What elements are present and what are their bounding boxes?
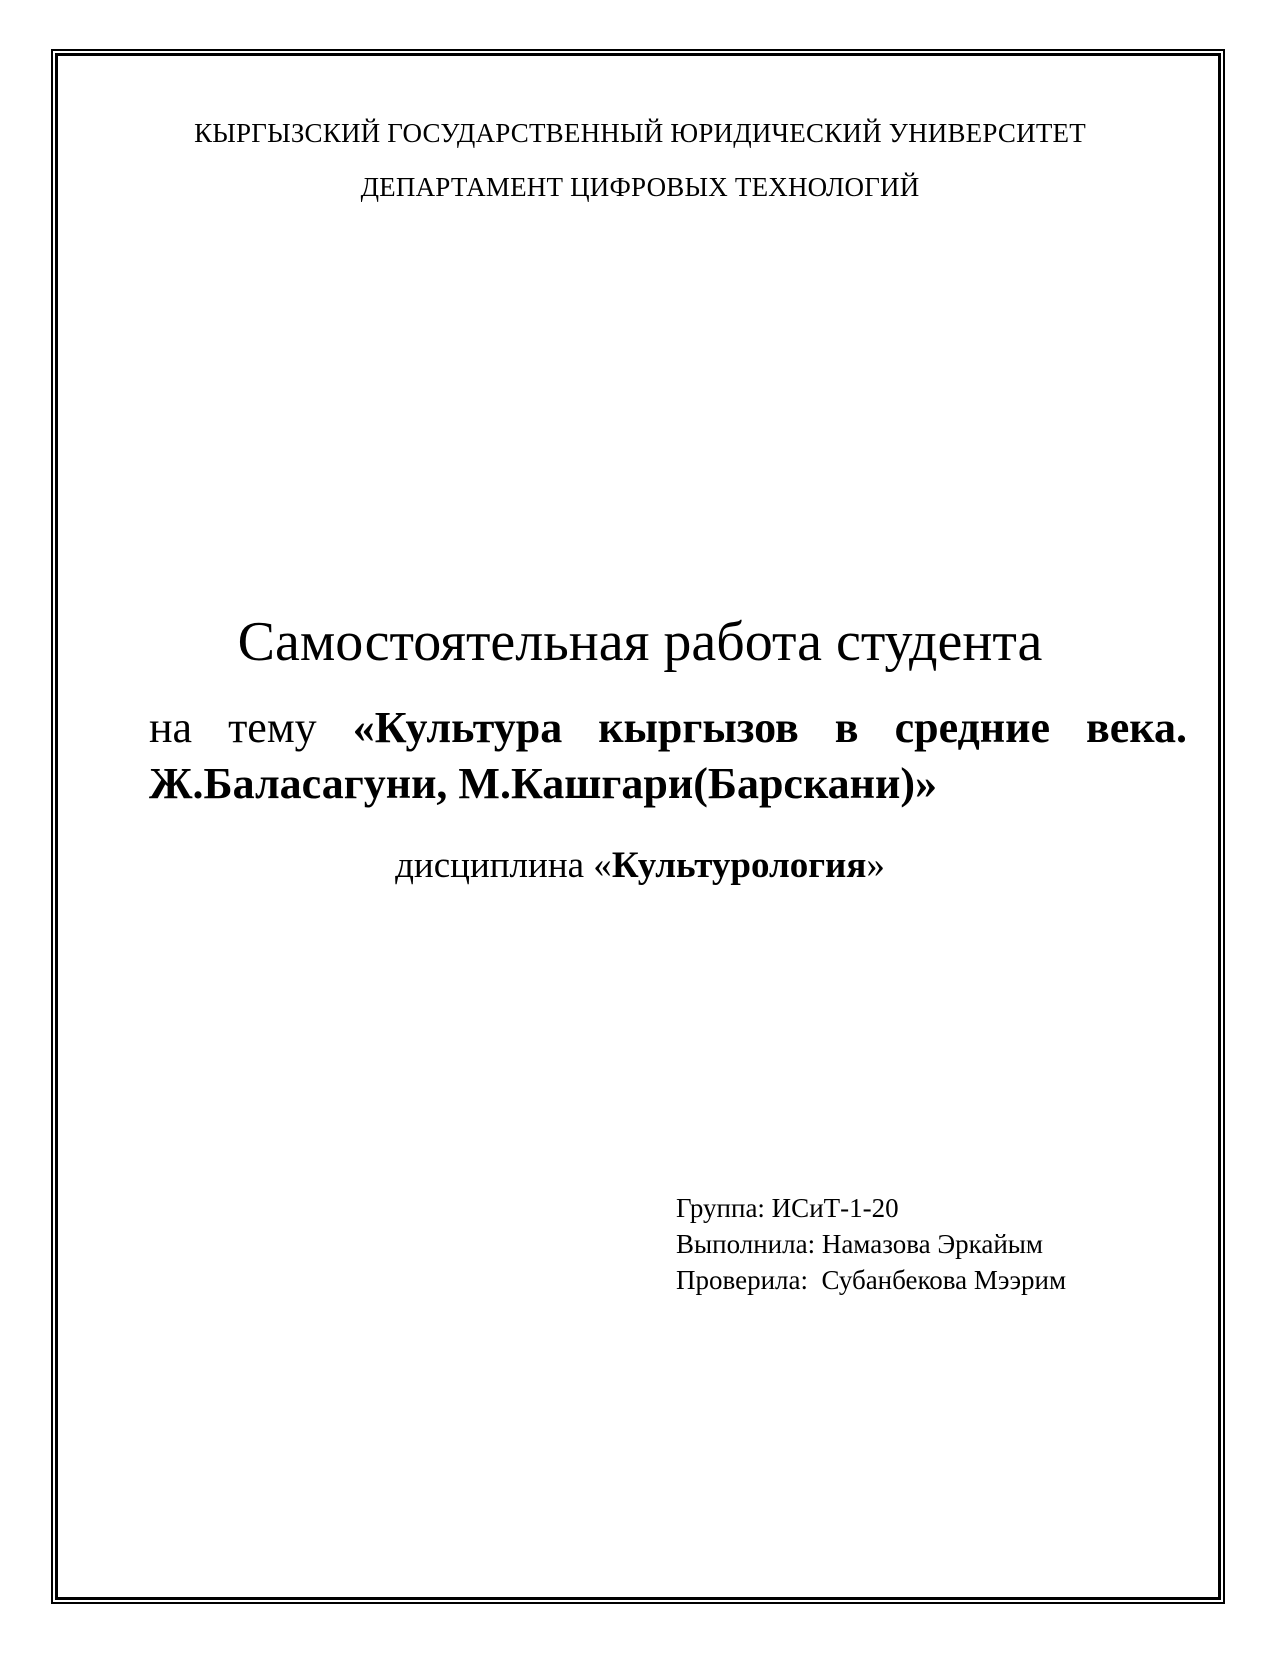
topic-text: «Культура кыргызов в средние века. Ж.Баласагуни, М.Кашгари(Барскани)» [149,703,1187,808]
performed-by-line: Выполнила: Намазова Эркайым [676,1229,1044,1259]
page-border-inner [55,53,1221,1600]
topic-block [149,700,1187,812]
author-info [676,1190,1066,1298]
discipline-lead: дисциплина « [395,845,612,886]
topic-lead: на тему [149,703,353,752]
discipline-close: » [866,845,885,886]
discipline-line [0,844,1280,887]
group-line: Группа: ИСиТ-1-20 [676,1193,899,1223]
document-title: Самостоятельная работа студента [237,611,1043,673]
checked-by-line: Проверила: Субанбекова Мээрим [676,1265,1067,1295]
university-name: КЫРГЫЗСКИЙ ГОСУДАРСТВЕННЫЙ ЮРИДИЧЕСКИЙ УНИВЕРСИТЕТ [194,118,1086,148]
department-name: ДЕПАРТАМЕНТ ЦИФРОВЫХ ТЕХНОЛОГИЙ [360,172,920,202]
discipline-name: Культурология [611,845,867,886]
